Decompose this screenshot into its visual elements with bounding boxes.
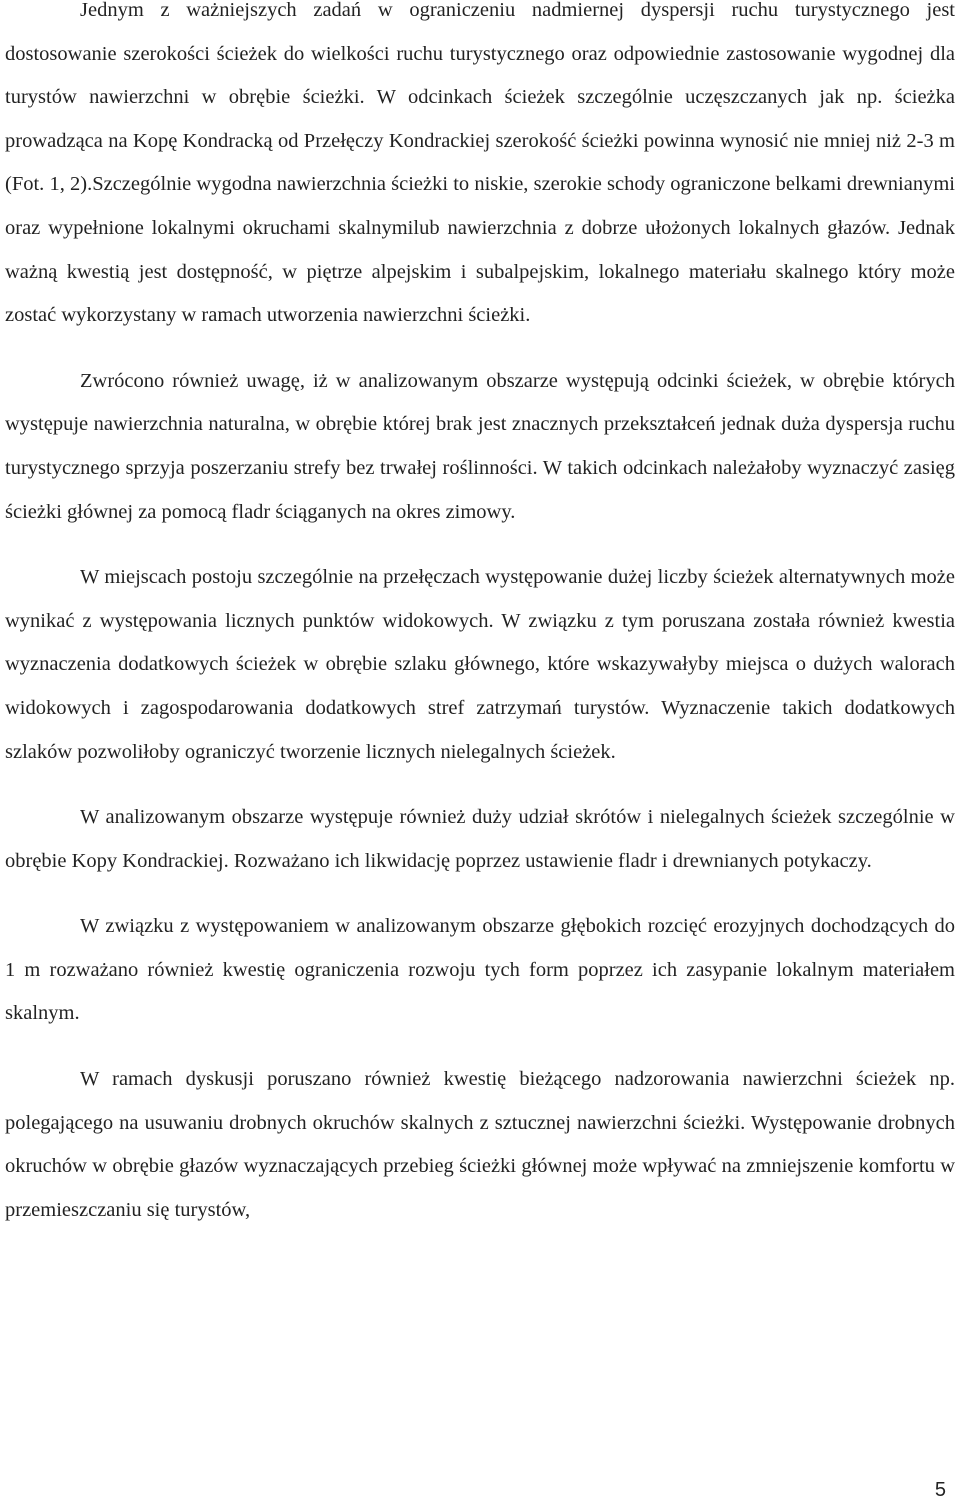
page-number: 5: [934, 1479, 946, 1501]
paragraph-erosion: W związku z występowaniem w analizowanym obszarze głębokich rozcięć erozyjnych dochodzących do 1 m rozważano również kwestię ograniczenia rozwoju tych form poprzez ich zasypanie lokalnym materiałem skalnym.: [5, 915, 955, 1025]
document-body: [5, 0, 955, 1254]
paragraph-shortcuts: W analizowanym obszarze występuje również duży udział skrótów i nielegalnych ścieżek szczególnie w obrębie Kopy Kondrackiej. Rozważano ich likwidację poprzez ustawienie fladr i drewnianych potykaczy.: [5, 806, 955, 872]
paragraph-trail-width: Jednym z ważniejszych zadań w ograniczeniu nadmiernej dyspersji ruchu turystycznego jest dostosowanie szerokości ścieżek do wielkości ruchu turystycznego oraz odpowiednie zastosowanie wygodnej dla turystów nawierzchni w obrębie ścieżki. W odcinkach ścieżek szczególnie uczęszczanych jak np. ścieżka prowadząca na Kopę Kondracką od Przełęczy Kondrackiej szerokość ścieżki powinna wynosić nie mniej niż 2-3 m (Fot. 1, 2).Szczególnie wygodna nawierzchnia ścieżki to niskie, szerokie schody ograniczone belkami drewnianymi oraz wypełnione lokalnymi okruchami skalnymilub nawierzchnia z dobrze ułożonych lokalnych głazów. Jednak ważną kwestią jest dostępność, w piętrze alpejskim i subalpejskim, lokalnego materiału skalnego który może zostać wykorzystany w ramach utworzenia nawierzchni ścieżki.: [5, 0, 955, 327]
paragraph-maintenance: W ramach dyskusji poruszano również kwestię bieżącego nadzorowania nawierzchni ścieżek np. polegającego na usuwaniu drobnych okruchów skalnych z sztucznej nawierzchni ścieżki. Występowanie drobnych okruchów w obrębie głazów wyznaczających przebieg ścieżki głównej może wpływać na zmniejszenie komfortu w przemieszczaniu się turystów,: [5, 1068, 955, 1221]
paragraph-viewpoints: W miejscach postoju szczególnie na przełęczach występowanie dużej liczby ścieżek alternatywnych może wynikać z występowania licznych punktów widokowych. W związku z tym poruszana została również kwestia wyznaczenia dodatkowych ścieżek w obrębie szlaku głównego, które wskazywałyby miejsca o dużych walorach widokowych i zagospodarowania dodatkowych stref zatrzymań turystów. Wyznaczenie takich dodatkowych szlaków pozwoliłoby ograniczyć tworzenie licznych nielegalnych ścieżek.: [5, 566, 955, 763]
paragraph-natural-surface: Zwrócono również uwagę, iż w analizowanym obszarze występują odcinki ścieżek, w obrębie których występuje nawierzchnia naturalna, w obrębie której brak jest znacznych przekształceń jednak duża dyspersja ruchu turystycznego sprzyja poszerzaniu strefy bez trwałej roślinności. W takich odcinkach należałoby wyznaczyć zasięg ścieżki głównej za pomocą fladr ściąganych na okres zimowy.: [5, 369, 955, 523]
